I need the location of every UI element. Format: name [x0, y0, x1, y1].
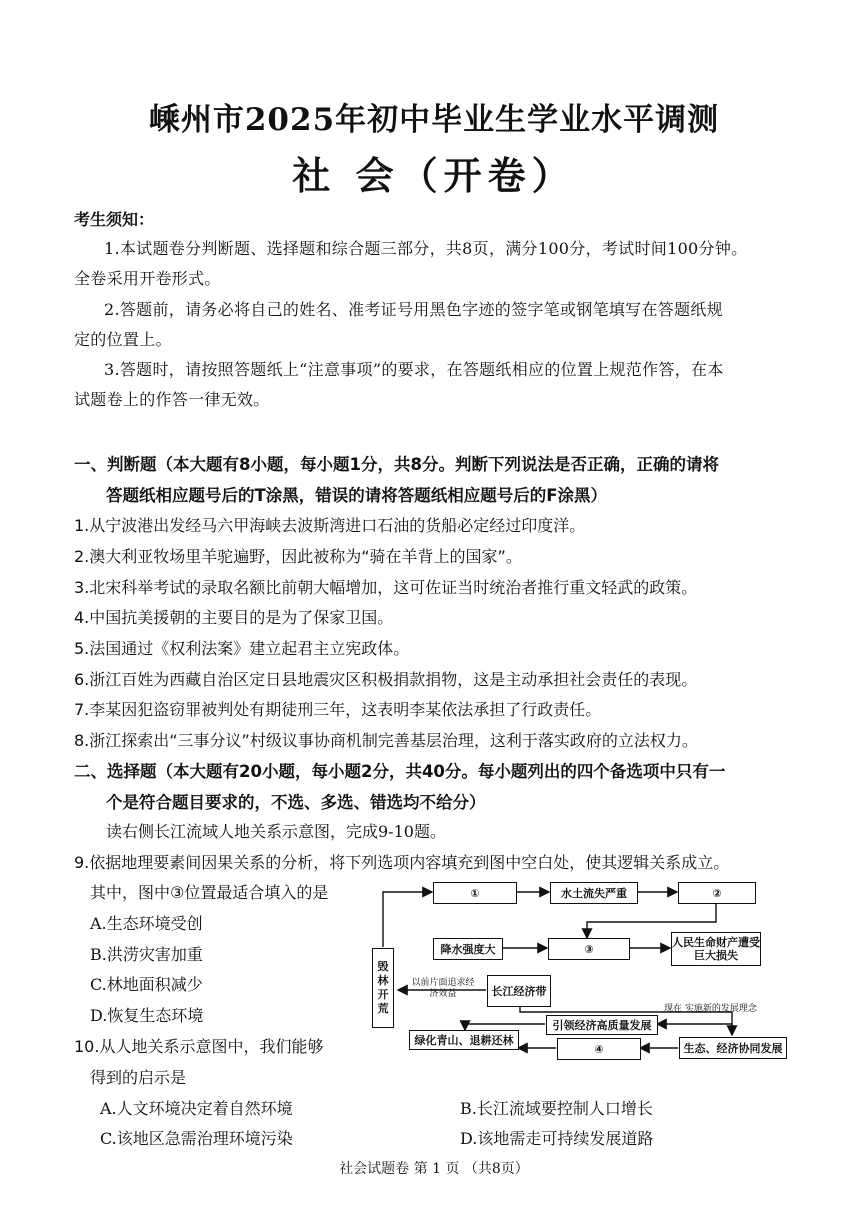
diagram-loss-box: 人民生命财产遭受巨大损失	[671, 932, 761, 966]
judgment-item: 2.澳大利亚牧场里羊驼遍野，因此被称为“骑在羊背上的国家”。	[74, 547, 522, 566]
q9-option-c: C.林地面积减少	[90, 975, 203, 994]
diagram-blank-2: ②	[678, 882, 756, 904]
q10-option-a: A.人文环境决定着自然环境	[100, 1099, 293, 1118]
subject-title: 社 会（开卷）	[292, 153, 576, 198]
diagram-lead-box: 引领经济高质量发展	[546, 1015, 658, 1035]
diagram-now-label: 现在 实施新的发展理念	[664, 1004, 757, 1014]
notice-heading: 考生须知：	[74, 210, 155, 229]
question-intro: 读右侧长江流域人地关系示意图，完成9-10题。	[106, 822, 446, 841]
diagram-deforestation-box: 毁林开荒	[372, 948, 394, 1028]
question-9-stem: 其中，图中③位置最适合填入的是	[90, 883, 329, 902]
judgment-item: 4.中国抗美援朝的主要目的是为了保家卫国。	[74, 608, 394, 627]
judgment-item: 7.李某因犯盗窃罪被判处有期徒刑三年，这表明李某依法承担了行政责任。	[74, 700, 602, 719]
diagram-blank-4: ④	[557, 1038, 641, 1060]
section1-heading-cont: 答题纸相应题号后的T涂黑，错误的请将答题纸相应题号后的F涂黑）	[106, 486, 608, 505]
q10-option-c: C.该地区急需治理环境污染	[100, 1129, 293, 1148]
notice-line: 2.答题前，请务必将自己的姓名、准考证号用黑色字迹的签字笔或钢笔填写在答题纸规	[104, 300, 723, 319]
diagram-blank-3: ③	[548, 938, 630, 960]
exam-title: 嵊州市2025年初中毕业生学业水平调测	[148, 102, 720, 138]
judgment-item: 8.浙江探索出“三事分议”村级议事协商机制完善基层治理，这利于落实政府的立法权力。	[74, 731, 698, 750]
question-10-stem: 得到的启示是	[90, 1068, 187, 1087]
notice-line: 试题卷上的作答一律无效。	[74, 390, 270, 409]
notice-line: 1.本试题卷分判断题、选择题和综合题三部分，共8页，满分100分，考试时间100分钟。	[104, 239, 748, 258]
q10-option-b: B.长江流域要控制人口增长	[460, 1099, 653, 1118]
question-9: 9.依据地理要素间因果关系的分析，将下列选项内容填充到图中空白处，使其逻辑关系成立。	[74, 853, 730, 872]
q10-option-d: D.该地需走可持续发展道路	[460, 1129, 654, 1148]
notice-line: 3.答题时，请按照答题纸上“注意事项”的要求，在答题纸相应的位置上规范作答，在本	[104, 360, 724, 379]
q9-option-a: A.生态环境受创	[90, 914, 203, 933]
diagram-blank-1: ①	[433, 882, 517, 904]
diagram-rainfall-box: 降水强度大	[433, 938, 503, 960]
judgment-item: 5.法国通过《权利法案》建立起君主立宪政体。	[74, 639, 410, 658]
diagram-coordination-box: 生态、经济协同发展	[679, 1037, 787, 1059]
judgment-item: 3.北宋科举考试的录取名额比前朝大幅增加，这可佐证当时统治者推行重文轻武的政策。	[74, 578, 698, 597]
section1-heading: 一、判断题（本大题有8小题，每小题1分，共8分。判断下列说法是否正确，正确的请将	[74, 455, 719, 474]
q9-option-b: B.洪涝灾害加重	[90, 945, 203, 964]
notice-line: 全卷采用开卷形式。	[74, 269, 221, 288]
diagram-economic-belt-box: 长江经济带	[487, 975, 551, 1007]
diagram-greening-box: 绿化青山、退耕还林	[409, 1030, 519, 1050]
page-footer: 社会试题卷 第 1 页 （共8页）	[339, 1161, 529, 1177]
judgment-item: 6.浙江百姓为西藏自治区定日县地震灾区积极捐款捐物，这是主动承担社会责任的表现。	[74, 670, 698, 689]
question-10: 10.从人地关系示意图中，我们能够	[74, 1037, 324, 1056]
diagram-past-label: 以前片面追求经济效益	[411, 978, 475, 999]
section2-heading: 二、选择题（本大题有20小题，每小题2分，共40分。每小题列出的四个备选项中只有一	[74, 762, 726, 781]
notice-line: 定的位置上。	[74, 330, 172, 349]
q9-option-d: D.恢复生态环境	[90, 1006, 204, 1025]
section2-heading-cont: 个是符合题目要求的，不选、多选、错选均不给分）	[106, 793, 486, 812]
judgment-item: 1.从宁波港出发经马六甲海峡去波斯湾进口石油的货船必定经过印度洋。	[74, 516, 586, 535]
diagram-soil-erosion-box: 水土流失严重	[550, 882, 638, 904]
